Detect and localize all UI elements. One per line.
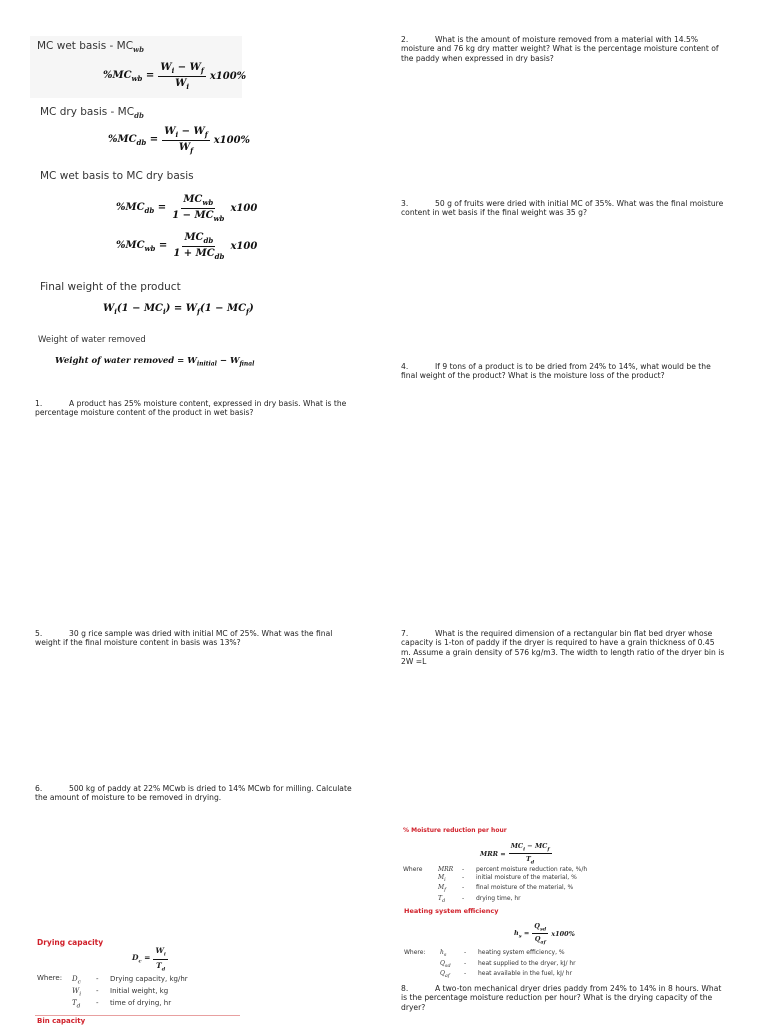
drying-capacity-formula: $D_c$ = $\frac{W_i}{T_d}$	[132, 946, 166, 972]
question-8: 8. A two-ton mechanical dryer dries paddy from 24% to 14% in 8 hours. What is the percentage moisture reduction per hour? What is the drying capacity of the dryer?	[401, 984, 722, 1012]
mrr-title: % Moisture reduction per hour	[403, 827, 507, 834]
dry-to-wet-formula: $\%MC_{wb}$ = $\frac{MC_{db}}{1 + MC_{db}}$ x100	[116, 232, 258, 261]
hse-where: Where:	[404, 949, 426, 956]
question-7: 7. What is the required dimension of a rectangular bin flat bed dryer whose capacity is 1-ton of paddy if the dryer is required to have a grain thickness of 0.45 m. Assume a grain density of 576 kg/m3. The width to length ratio of the dryer bin is 2W =L	[401, 629, 725, 667]
hse-definitions: $h_s$ - heating system efficiency, % $Q_{sd}$ - heat supplied to the dryer, kJ/ hr $Q_{af}$ - heat available in the fuel, kJ/ hr	[440, 949, 576, 980]
mrr-definitions: MRR - percent moisture reduction rate, %/h $M_i$ - initial moisture of the material, % $M_f$ - final moisture of the material, % $T_d$ - drying time, hr	[438, 866, 588, 905]
final-weight-formula: $W_i(1 - MC_i) = W_f(1 - MC_f)$	[103, 303, 254, 316]
drying-capacity-where: Where:	[37, 974, 63, 982]
wet-to-dry-formula: $\%MC_{db}$ = $\frac{MC_{wb}}{1 - MC_{wb}}$ x100	[116, 194, 258, 223]
mc-wet-basis-label: MC wet basis - $MC_{wb}$	[37, 40, 144, 55]
bin-capacity-title: Bin capacity	[37, 1017, 86, 1025]
question-4: 4. If 9 tons of a product is to be dried from 24% to 14%, what would be the final weight of the product? What is the moisture loss of the product?	[401, 362, 711, 381]
drying-capacity-definitions: $D_c$ - Drying capacity, kg/hr $W_i$ - Initial weight, kg $T_d$ - time of drying, hr	[72, 975, 188, 1010]
wet-to-dry-label: MC wet basis to MC dry basis	[40, 170, 194, 182]
water-removed-label: Weight of water removed	[38, 335, 146, 345]
mrr-formula: MRR = $\frac{MC_i - MC_f}{T_d}$	[480, 842, 550, 866]
question-6: 6. 500 kg of paddy at 22% MCwb is dried to 14% MCwb for milling. Calculate the amount of moisture to be removed in drying.	[35, 784, 352, 803]
final-weight-label: Final weight of the product	[40, 281, 181, 293]
question-3: 3. 50 g of fruits were dried with initial MC of 35%. What was the final moisture content in wet basis if the final weight was 35 g?	[401, 199, 724, 218]
mrr-where: Where	[403, 866, 423, 873]
question-1: 1. A product has 25% moisture content, expressed in dry basis. What is the percentage moisture content of the product in wet basis?	[35, 399, 347, 418]
hse-title: Heating system efficiency	[404, 907, 499, 915]
hse-formula: $h_s$ = $\frac{Q_{sd}}{Q_{af}}$ x100%	[514, 922, 575, 946]
mc-dry-basis-formula: $\%MC_{db}$ = $\frac{W_i - W_f}{W_f}$ x100%	[108, 126, 251, 155]
mc-dry-basis-label: MC dry basis - $MC_{db}$	[40, 106, 144, 121]
question-2: 2. What is the amount of moisture removed from a material with 14.5% moisture and 76 kg dry matter weight? What is the percentage moisture content of the paddy when expressed in dry basis?	[401, 35, 719, 63]
drying-capacity-title: Drying capacity	[37, 938, 104, 947]
question-5: 5. 30 g rice sample was dried with initial MC of 25%. What was the final weight if the final moisture content in basis was 13%?	[35, 629, 333, 648]
divider-line	[35, 1015, 240, 1016]
mc-wet-basis-formula: $\%MC_{wb}$ = $\frac{W_i - W_f}{W_i}$ x100%	[103, 62, 247, 91]
water-removed-formula: Weight of water removed = $W_{initial} - W_{final}$	[55, 356, 255, 368]
